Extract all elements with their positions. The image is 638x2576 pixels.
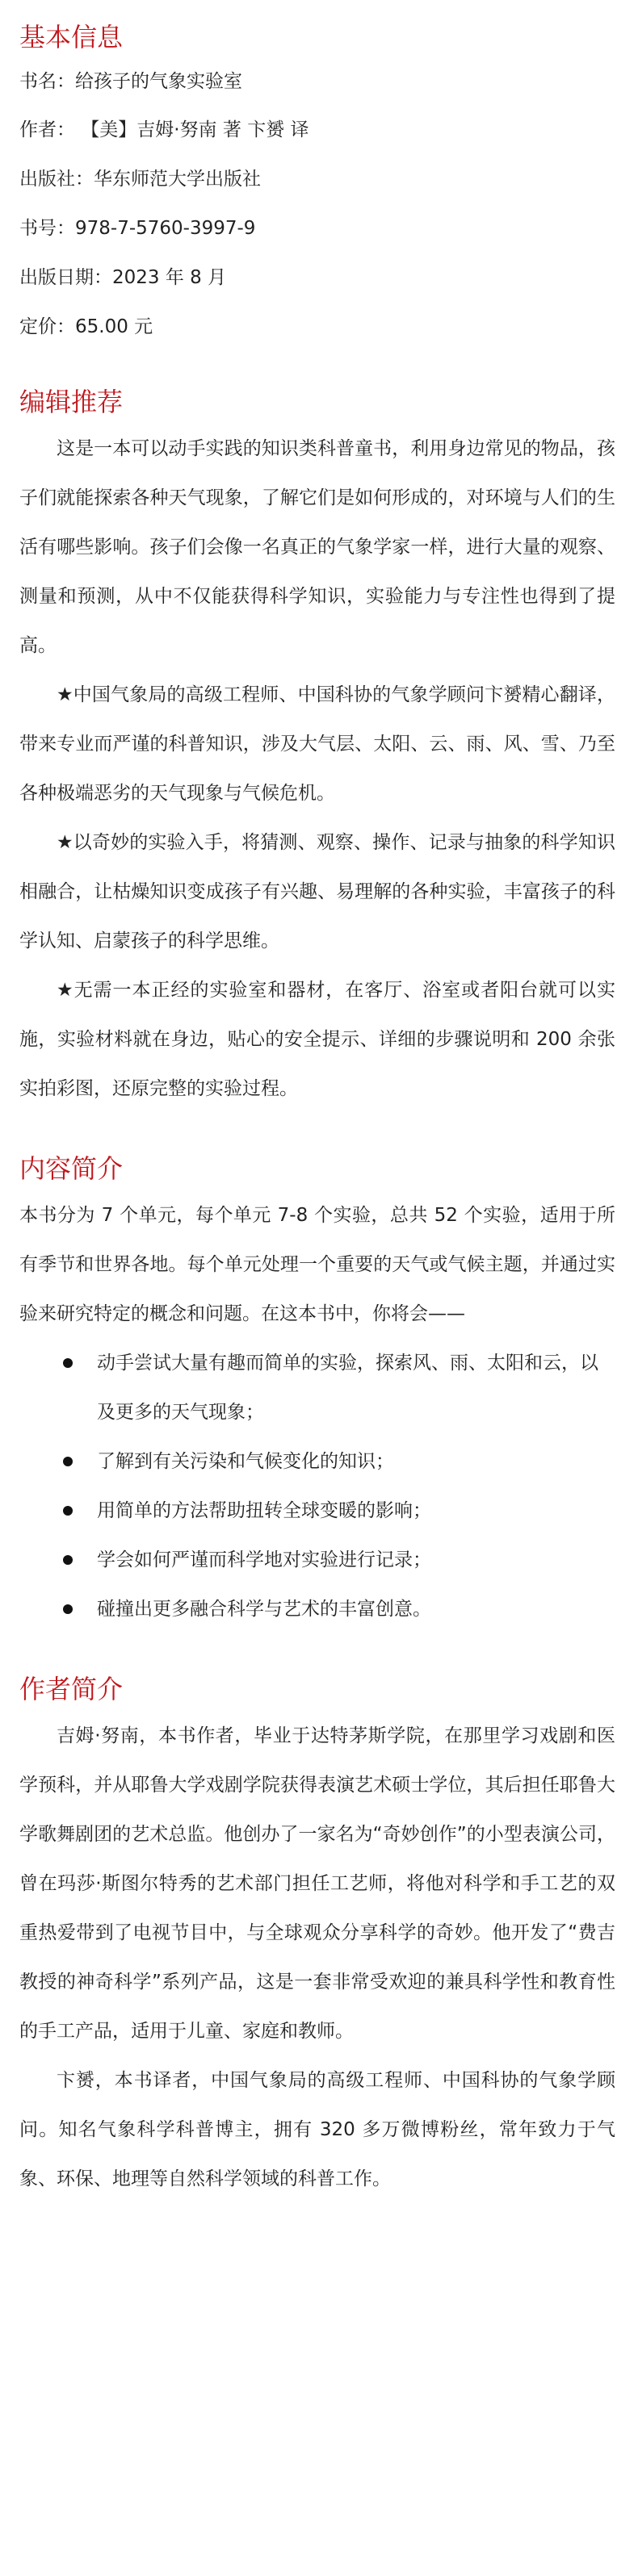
list-item	[19, 1585, 615, 1634]
content-intro-paragraph: 本书分为 7 个单元，每个单元 7-8 个实验，总共 52 个实验，适用于所有季节和世界各地。每个单元处理一个重要的天气或气候主题，并通过实验来研究特定的概念和问题。在这本书中，你将会——	[19, 1205, 615, 1324]
isbn-line: 书号：978-7-5760-3997-9	[19, 218, 256, 239]
list-item	[19, 1487, 615, 1536]
list-item	[19, 1536, 615, 1585]
content-intro-section	[19, 1151, 615, 1634]
basic-info-section	[19, 19, 615, 339]
list-item-text: 学会如何严谨而科学地对实验进行记录；	[97, 1549, 431, 1570]
list-item-text: 用简单的方法帮助扭转全球变暖的影响；	[97, 1500, 431, 1521]
author-intro-section	[19, 1671, 615, 2204]
basic-info-heading: 基本信息	[19, 22, 124, 52]
editor-paragraph: ★中国气象局的高级工程师、中国科协的气象学顾问卞赟精心翻译，带来专业而严谨的科普知识，涉及大气层、太阳、云、雨、风、雪、乃至各种极端恶劣的天气现象与气候危机。	[19, 684, 615, 804]
list-item-text: 动手尝试大量有趣而简单的实验，探索风、雨、太阳和云，以及更多的天气现象；	[97, 1353, 598, 1423]
bullet-dot-icon	[63, 1555, 73, 1565]
author-paragraph: 吉姆·努南，本书作者，毕业于达特茅斯学院，在那里学习戏剧和医学预科，并从耶鲁大学戏剧学院获得表演艺术硕士学位，其后担任耶鲁大学歌舞剧团的艺术总监。他创办了一家名为“奇妙创作”的小型表演公司，曾在玛莎·斯图尔特秀的艺术部门担任工艺师，将他对科学和手工艺的双重热爱带到了电视节目中，与全球观众分享科学的奇妙。他开发了“费吉教授的神奇科学”系列产品，这是一套非常受欢迎的兼具科学性和教育性的手工产品，适用于儿童、家庭和教师。	[19, 1725, 615, 2042]
publisher-line: 出版社：华东师范大学出版社	[19, 169, 261, 190]
translator-paragraph: 卞赟，本书译者，中国气象局的高级工程师、中国科协的气象学顾问。知名气象科学科普博主，拥有 320 多万微博粉丝，常年致力于气象、环保、地理等自然科学领域的科普工作。	[19, 2070, 615, 2189]
list-item-text: 碰撞出更多融合科学与艺术的丰富创意。	[97, 1599, 431, 1620]
price-line: 定价：65.00 元	[19, 316, 153, 337]
pub-date-line: 出版日期：2023 年 8 月	[19, 267, 227, 288]
editor-paragraph: ★无需一本正经的实验室和器材，在客厅、浴室或者阳台就可以实施，实验材料就在身边，贴心的安全提示、详细的步骤说明和 200 余张实拍彩图，还原完整的实验过程。	[19, 980, 615, 1099]
bullet-dot-icon	[63, 1457, 73, 1466]
bullet-dot-icon	[63, 1506, 73, 1516]
editor-recommend-heading: 编辑推荐	[19, 387, 124, 417]
book-name-line: 书名：给孩子的气象实验室	[19, 71, 242, 92]
editor-recommend-section	[19, 384, 615, 1114]
feature-list	[19, 1339, 615, 1634]
author-intro-heading: 作者简介	[19, 1674, 124, 1704]
content-intro-heading: 内容简介	[19, 1153, 124, 1184]
list-item	[19, 1437, 615, 1487]
author-line: 作者： 【美】吉姆·努南 著 卞赟 译	[19, 119, 309, 140]
editor-paragraph: ★以奇妙的实验入手，将猜测、观察、操作、记录与抽象的科学知识相融合，让枯燥知识变成孩子有兴趣、易理解的各种实验，丰富孩子的科学认知、启蒙孩子的科学思维。	[19, 832, 615, 951]
bullet-dot-icon	[63, 1358, 73, 1368]
editor-paragraph: 这是一本可以动手实践的知识类科普童书，利用身边常见的物品，孩子们就能探索各种天气现象，了解它们是如何形成的，对环境与人们的生活有哪些影响。孩子们会像一名真正的气象学家一样，进行大量的观察、测量和预测，从中不仅能获得科学知识，实验能力与专注性也得到了提高。	[19, 438, 615, 656]
bullet-dot-icon	[63, 1604, 73, 1614]
list-item	[19, 1339, 615, 1437]
list-item-text: 了解到有关污染和气候变化的知识；	[97, 1451, 394, 1472]
